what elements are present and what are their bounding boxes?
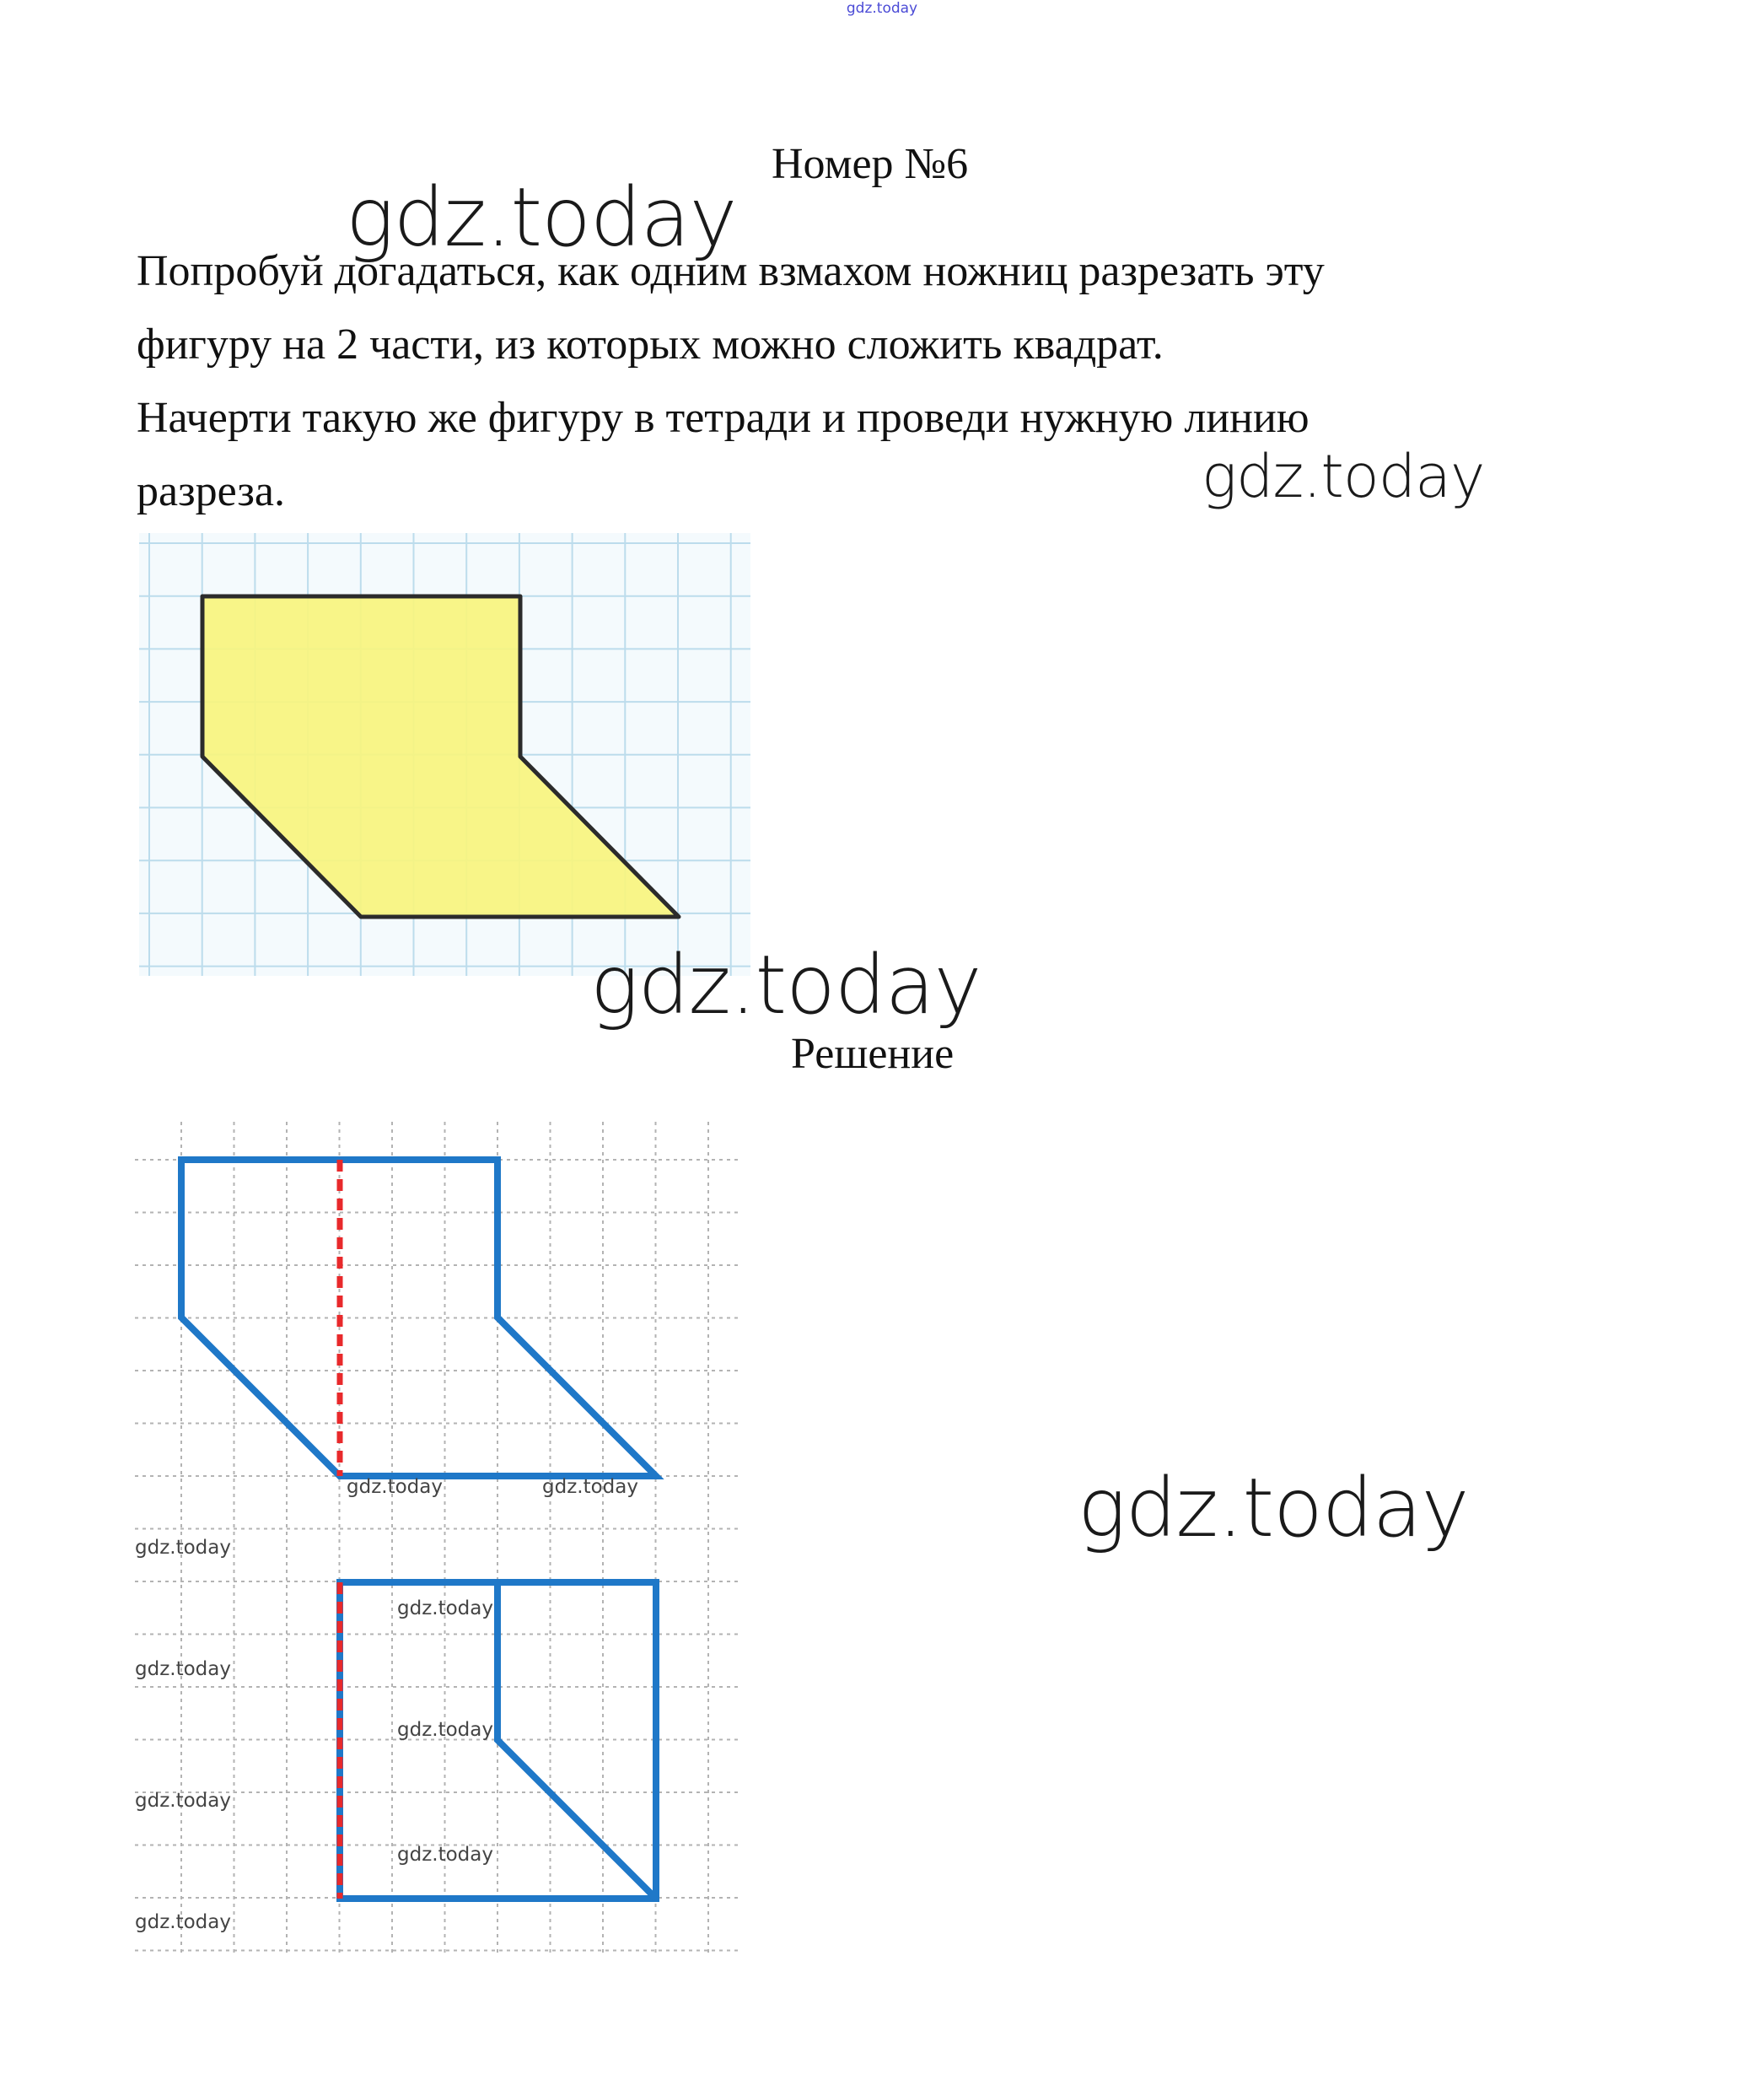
page-title: Номер №6	[772, 140, 969, 188]
task-line: Попробуй догадаться, как одним взмахом ножниц разрезать эту	[137, 247, 1325, 295]
watermark-small: gdz.today	[135, 1790, 231, 1812]
watermark-small: gdz.today	[397, 1844, 493, 1866]
watermark-small: gdz.today	[135, 1537, 231, 1559]
watermark-small: gdz.today	[347, 1476, 443, 1498]
watermark: gdz.today	[1202, 442, 1485, 511]
task-figure	[139, 533, 750, 976]
solution-heading: Решение	[791, 1030, 955, 1078]
watermark-top: gdz.today	[846, 0, 918, 17]
watermark: gdz.today	[346, 170, 737, 265]
watermark-small: gdz.today	[135, 1911, 231, 1933]
watermark: gdz.today	[1078, 1461, 1469, 1555]
watermark-small: gdz.today	[135, 1658, 231, 1680]
watermark-small: gdz.today	[397, 1719, 493, 1741]
task-text	[137, 234, 1325, 528]
watermark-small: gdz.today	[397, 1597, 493, 1619]
task-line: фигуру на 2 части, из которых можно сложить квадрат.	[137, 321, 1164, 369]
watermark-small: gdz.today	[542, 1476, 638, 1498]
task-line: Начерти такую же фигуру в тетради и проведи нужную линию	[137, 394, 1310, 442]
task-line: разреза.	[137, 467, 285, 515]
watermark: gdz.today	[590, 938, 981, 1032]
